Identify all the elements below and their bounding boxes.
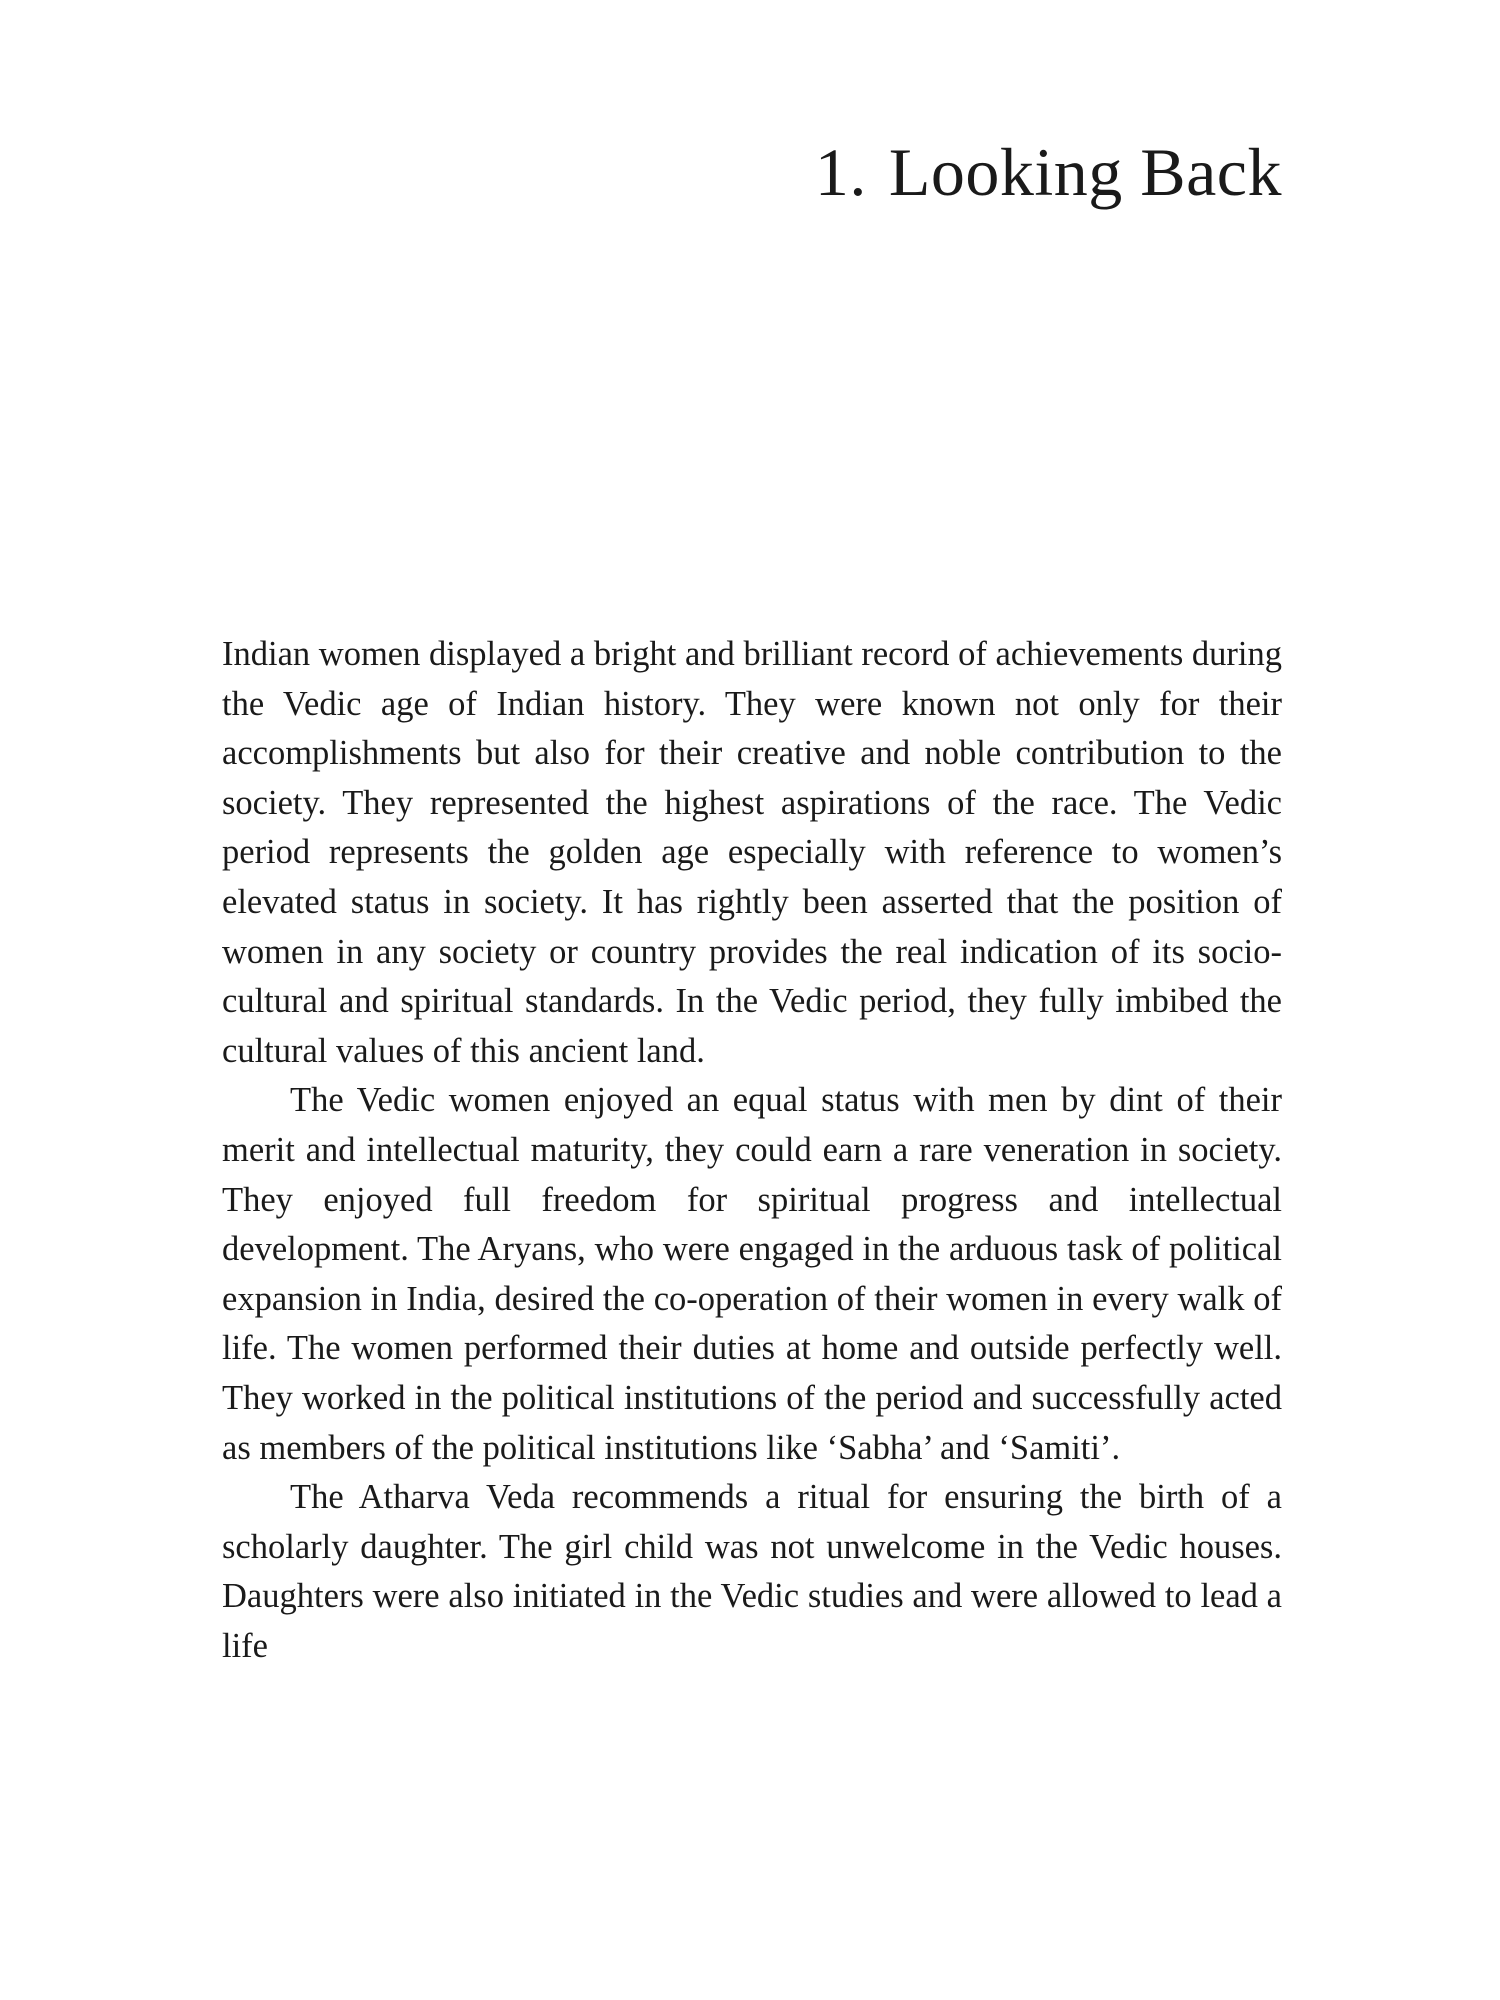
paragraph: The Atharva Veda recommends a ritual for ensuring the birth of a scholarly daughter. The girl child was not unwelcome in the Vedic houses. Daughters were also initiated in the Vedic studies and were allowed to lead a life [222,1478,1282,1665]
chapter-body [222,630,1282,1671]
chapter-title [815,132,1282,214]
chapter-title-text: Looking Back [888,134,1282,210]
paragraph: The Vedic women enjoyed an equal status with men by dint of their merit and intellectual maturity, they could earn a rare veneration in society. They enjoyed full freedom for spiritual progress and intellectual development. The Aryans, who were engaged in the arduous task of political expansion in India, desired the co-operation of their women in every walk of life. The women performed their duties at home and outside perfectly well. They worked in the political institutions of the period and successfully acted as members of the political institutions like ‘Sabha’ and ‘Samiti’. [222,1081,1282,1467]
paragraph: Indian women displayed a bright and brilliant record of achievements during the Vedic age of Indian history. They were known not only for their accomplishments but also for their creative and noble contribution to the society. They represented the highest aspirations of the race. The Vedic period represents the golden age especially with reference to women’s elevated status in society. It has rightly been asserted that the position of women in any society or country provides the real indication of its socio-cultural and spiritual standards. In the Vedic period, they fully imbibed the cultural values of this ancient land. [222,635,1282,1070]
chapter-number: 1. [814,134,867,210]
